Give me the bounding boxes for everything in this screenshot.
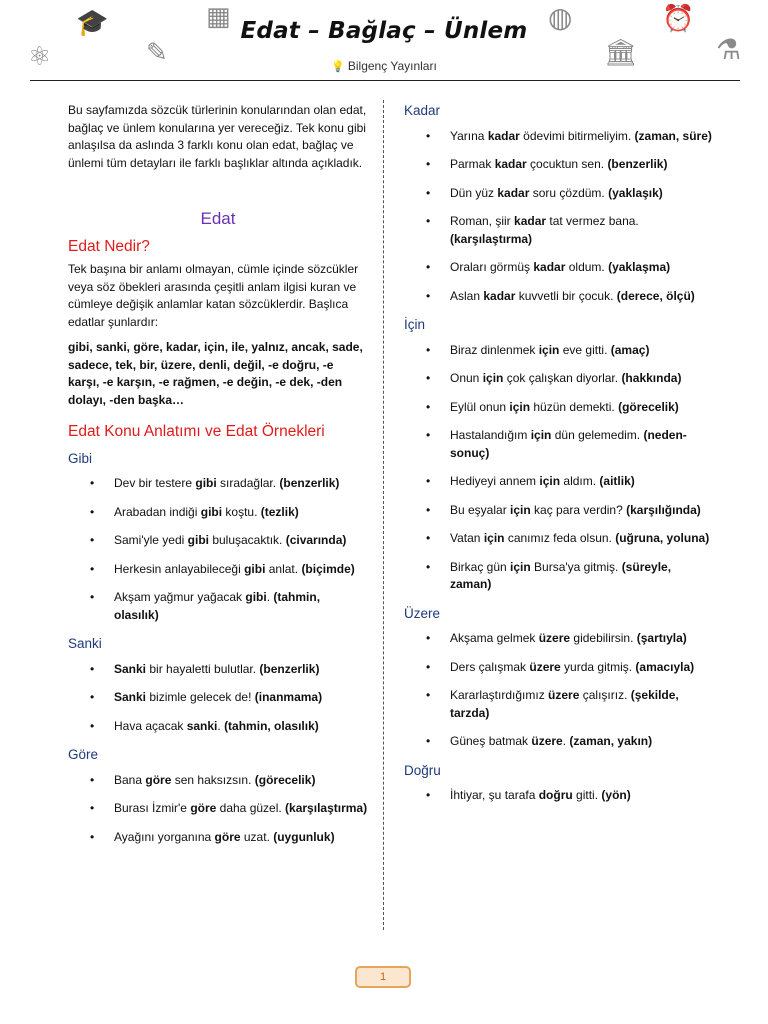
example-list (404, 787, 714, 805)
keyword: gibi (195, 476, 217, 490)
meaning-tag: (benzerlik) (279, 476, 340, 490)
section-heading-doğru: Doğru (404, 762, 441, 778)
example-text: Birkaç gün (450, 559, 511, 574)
example-item (68, 475, 368, 493)
example-text: bizimle gelecek de! (146, 690, 255, 704)
keyword: Sanki (114, 661, 147, 676)
keyword: sanki (186, 718, 218, 733)
example-text: sen haksızsın. (171, 772, 255, 787)
meaning-tag: (tahmin, olasılık) (224, 718, 319, 733)
example-text: Biraz dinlenmek (450, 342, 539, 357)
example-item (404, 185, 714, 203)
example-item (404, 502, 714, 520)
example-text: soru çözdüm. (529, 185, 609, 200)
pencil-icon: ✎ (146, 38, 168, 68)
left-column (68, 102, 368, 857)
meaning-tag: (benzerlik) (259, 661, 320, 676)
example-text: anlat. (265, 561, 302, 576)
right-column (404, 102, 714, 816)
example-text: Kararlaştırdığımız (450, 688, 549, 702)
globe-icon: ◍ (548, 1, 573, 34)
meaning-tag: (benzerlik) (607, 157, 668, 171)
keyword: üzere (529, 659, 561, 674)
example-text: Akşama gelmek (450, 631, 539, 645)
example-item (404, 288, 714, 306)
keyword: gibi (245, 590, 267, 604)
example-item (404, 259, 714, 277)
example-text: sıradağlar. (216, 476, 280, 490)
header-rule (30, 80, 740, 81)
example-text: Dev bir testere (114, 476, 196, 490)
example-text: daha güzel. (216, 801, 286, 815)
keyword: üzere (548, 688, 580, 702)
meaning-tag: (tezlik) (260, 504, 299, 519)
example-text: Burası İzmir'e (114, 801, 191, 815)
flask-icon: ⚗ (716, 33, 742, 66)
publisher-line (0, 59, 768, 73)
example-text: gitti. (572, 788, 602, 802)
section-heading-i̇çin: İçin (404, 317, 426, 332)
keyword: için (509, 399, 531, 414)
meaning-tag: (tahmin, olasılık) (114, 590, 321, 622)
example-item (404, 473, 714, 491)
example-text: çalışırız. (579, 688, 631, 702)
example-text: bir hayaletti bulutlar. (146, 661, 260, 676)
example-text: çocuktun sen. (526, 157, 608, 171)
keyword: gibi (244, 561, 266, 576)
example-text: Oraları görmüş (450, 260, 534, 274)
example-list (68, 475, 368, 624)
example-text: Hastalandığım (450, 428, 531, 442)
example-text: Herkesin anlayabileceği (114, 561, 245, 576)
page-header (0, 0, 768, 82)
example-text: Bana (114, 772, 146, 787)
example-item (68, 532, 368, 550)
example-item (404, 659, 714, 677)
section-heading-göre: Göre (68, 747, 99, 762)
example-text: Eylül onun (450, 399, 510, 414)
example-text: Parmak (450, 157, 495, 171)
keyword: Sanki (114, 690, 147, 704)
meaning-tag: (hakkında) (621, 371, 682, 385)
meaning-tag: (civarında) (285, 533, 347, 547)
example-item (404, 530, 714, 548)
example-text: kaç para verdin? (530, 502, 627, 517)
keyword: üzere (538, 631, 571, 645)
meaning-tag: (yön) (601, 788, 631, 802)
section-heading-sanki: Sanki (68, 636, 102, 651)
example-text: . (217, 718, 225, 733)
example-text: Hava açacak (114, 718, 187, 733)
meaning-tag: (zaman, yakın) (569, 734, 653, 748)
edat-heading: Edat (200, 209, 236, 228)
example-text: İhtiyar, şu tarafa (450, 788, 539, 802)
meaning-tag: (amacıyla) (635, 659, 695, 674)
lightbulb-icon: 💡 (331, 60, 345, 73)
keyword: göre (214, 829, 241, 844)
keyword: doğru (538, 788, 573, 802)
example-text: yurda gitmiş. (560, 659, 636, 674)
graduation-cap-icon: 🎓 (76, 8, 109, 38)
example-text: koştu. (222, 504, 261, 519)
example-text: oldum. (565, 260, 609, 274)
example-text: Roman, şiir (450, 214, 515, 228)
example-text: eve gitti. (559, 342, 611, 357)
example-text: Yarına (450, 128, 488, 143)
example-text: Dün yüz (450, 185, 498, 200)
calculator-icon: ▦ (206, 2, 231, 32)
publisher-name: Bilgenç Yayınları (347, 59, 437, 73)
example-item (68, 504, 368, 522)
example-item (68, 661, 368, 679)
meaning-tag: (neden-sonuç) (450, 428, 687, 460)
keyword: kadar (483, 288, 516, 303)
example-text: . (266, 590, 274, 604)
meaning-tag: (derece, ölçü) (616, 288, 695, 303)
meaning-tag: (süreyle, zaman) (450, 559, 672, 591)
right-example-sections (404, 102, 714, 805)
edat-konu-heading: Edat Konu Anlatımı ve Edat Örnekleri (68, 423, 325, 440)
example-item (68, 561, 368, 579)
meaning-tag: (uğruna, yoluna) (615, 531, 710, 545)
example-list (404, 342, 714, 594)
example-item (68, 689, 368, 707)
example-item (404, 370, 714, 388)
meaning-tag: (biçimde) (301, 561, 355, 576)
meaning-tag: (uygunluk) (273, 829, 335, 844)
example-text: Aslan (450, 288, 484, 303)
keyword: için (538, 342, 560, 357)
example-item (404, 156, 714, 174)
example-list (404, 128, 714, 306)
example-item (404, 128, 714, 146)
example-text: ödevimi bitirmeliyim. (519, 128, 635, 143)
example-text: Akşam yağmur yağacak (114, 590, 246, 604)
example-text: Sami'yle yedi (114, 533, 188, 547)
example-text: Güneş batmak (450, 734, 532, 748)
keyword: kadar (533, 260, 566, 274)
example-item (404, 427, 714, 462)
example-text: buluşacaktık. (208, 533, 286, 547)
section-heading-kadar: Kadar (404, 103, 441, 118)
example-item (404, 687, 714, 722)
alarm-clock-icon: ⏰ (662, 4, 695, 34)
example-list (68, 772, 368, 847)
example-text: aldım. (560, 474, 600, 488)
example-text: Bu eşyalar (450, 502, 511, 517)
example-text: tat vermez bana. (546, 214, 639, 228)
example-item (404, 213, 714, 248)
keyword: için (482, 371, 504, 385)
meaning-tag: (karşılığında) (626, 502, 701, 517)
intro-paragraph: Bu sayfamızda sözcük türlerinin konularından olan edat, bağlaç ve ünlem konularına yer vereceğiz. Tek konu gibi anlaşılsa da aslında 3 farklı konu olan edat, bağlaç ve ünlemi tüm detayları ile farklı başlıklar altında açıkladık. (68, 103, 367, 170)
example-item (68, 589, 368, 624)
museum-icon: 🏛 (604, 38, 638, 68)
meaning-tag: (yaklaşma) (608, 260, 671, 274)
meaning-tag: (aitlik) (599, 474, 635, 488)
example-text: Arabadan indiği (114, 504, 201, 519)
section-heading-gibi: Gibi (68, 450, 93, 466)
meaning-tag: (karşılaştırma) (450, 231, 533, 246)
example-text: Bursa'ya gitmiş. (530, 559, 622, 574)
left-example-sections (68, 450, 368, 847)
keyword: için (539, 474, 561, 488)
example-text: gidebilirsin. (570, 631, 637, 645)
example-list (68, 661, 368, 736)
example-item (68, 829, 368, 847)
example-item (404, 559, 714, 594)
example-item (404, 630, 714, 648)
example-text: Hediyeyi annem (450, 474, 540, 488)
example-item (404, 787, 714, 805)
meaning-tag: (görecelik) (618, 399, 679, 414)
example-text: Ayağını yorganına (114, 829, 215, 844)
keyword: için (510, 559, 531, 574)
keyword: kadar (497, 185, 530, 200)
example-text: Vatan (450, 531, 484, 545)
keyword: kadar (494, 157, 527, 171)
edat-nedir-heading: Edat Nedir? (68, 237, 150, 255)
example-item (68, 800, 368, 818)
example-text: hüzün demekti. (530, 399, 619, 414)
section-heading-üzere: Üzere (404, 605, 441, 621)
keyword: kadar (514, 214, 547, 228)
example-text: çok çalışkan diyorlar. (503, 371, 622, 385)
example-text: dün gelemedim. (551, 428, 644, 442)
edat-definition: Tek başına bir anlamı olmayan, cümle içinde sözcükler veya söz öbekleri arasında çeşitli anlam ilgisi kuran ve cümleye değişik anlamlar katan sözcüklerdir. Başlıca edatlar şunlardır: (68, 262, 359, 329)
keyword: için (483, 531, 505, 545)
meaning-tag: (şekilde, tarzda) (450, 688, 679, 720)
example-item (68, 772, 368, 790)
example-item (404, 733, 714, 751)
keyword: kadar (487, 128, 520, 143)
keyword: göre (190, 801, 217, 815)
example-text: canımız feda olsun. (504, 531, 616, 545)
example-list (404, 630, 714, 751)
meaning-tag: (amaç) (610, 342, 650, 357)
keyword: göre (145, 772, 172, 787)
example-text: . (562, 734, 570, 748)
example-item (404, 399, 714, 417)
column-divider (383, 100, 384, 930)
keyword: gibi (200, 504, 223, 519)
keyword: için (510, 502, 531, 517)
meaning-tag: (görecelik) (254, 772, 316, 787)
keyword: üzere (531, 734, 563, 748)
page-number: 1 (355, 966, 411, 988)
meaning-tag: (zaman, süre) (634, 128, 712, 143)
atom-icon: ⚛ (28, 42, 52, 72)
example-text: Onun (450, 371, 483, 385)
meaning-tag: (yaklaşık) (608, 185, 663, 200)
example-text: uzat. (240, 829, 274, 844)
meaning-tag: (inanmama) (254, 690, 323, 704)
meaning-tag: (karşılaştırma) (285, 801, 368, 815)
example-text: Ders çalışmak (450, 659, 530, 674)
example-item (404, 342, 714, 360)
example-text: kuvvetli bir çocuk. (515, 288, 617, 303)
example-item (68, 718, 368, 736)
meaning-tag: (şartıyla) (636, 631, 687, 645)
page-title: Edat – Bağlaç – Ünlem (240, 18, 528, 44)
edat-list: gibi, sanki, göre, kadar, için, ile, yalnız, ancak, sade, sadece, tek, bir, üzere, denli, değil, -e doğru, -e karşı, -e karşın, -e rağmen, -e değin, -e dek, -den dolayı, -den başka… (68, 340, 363, 407)
keyword: için (530, 428, 552, 442)
keyword: gibi (187, 533, 209, 547)
